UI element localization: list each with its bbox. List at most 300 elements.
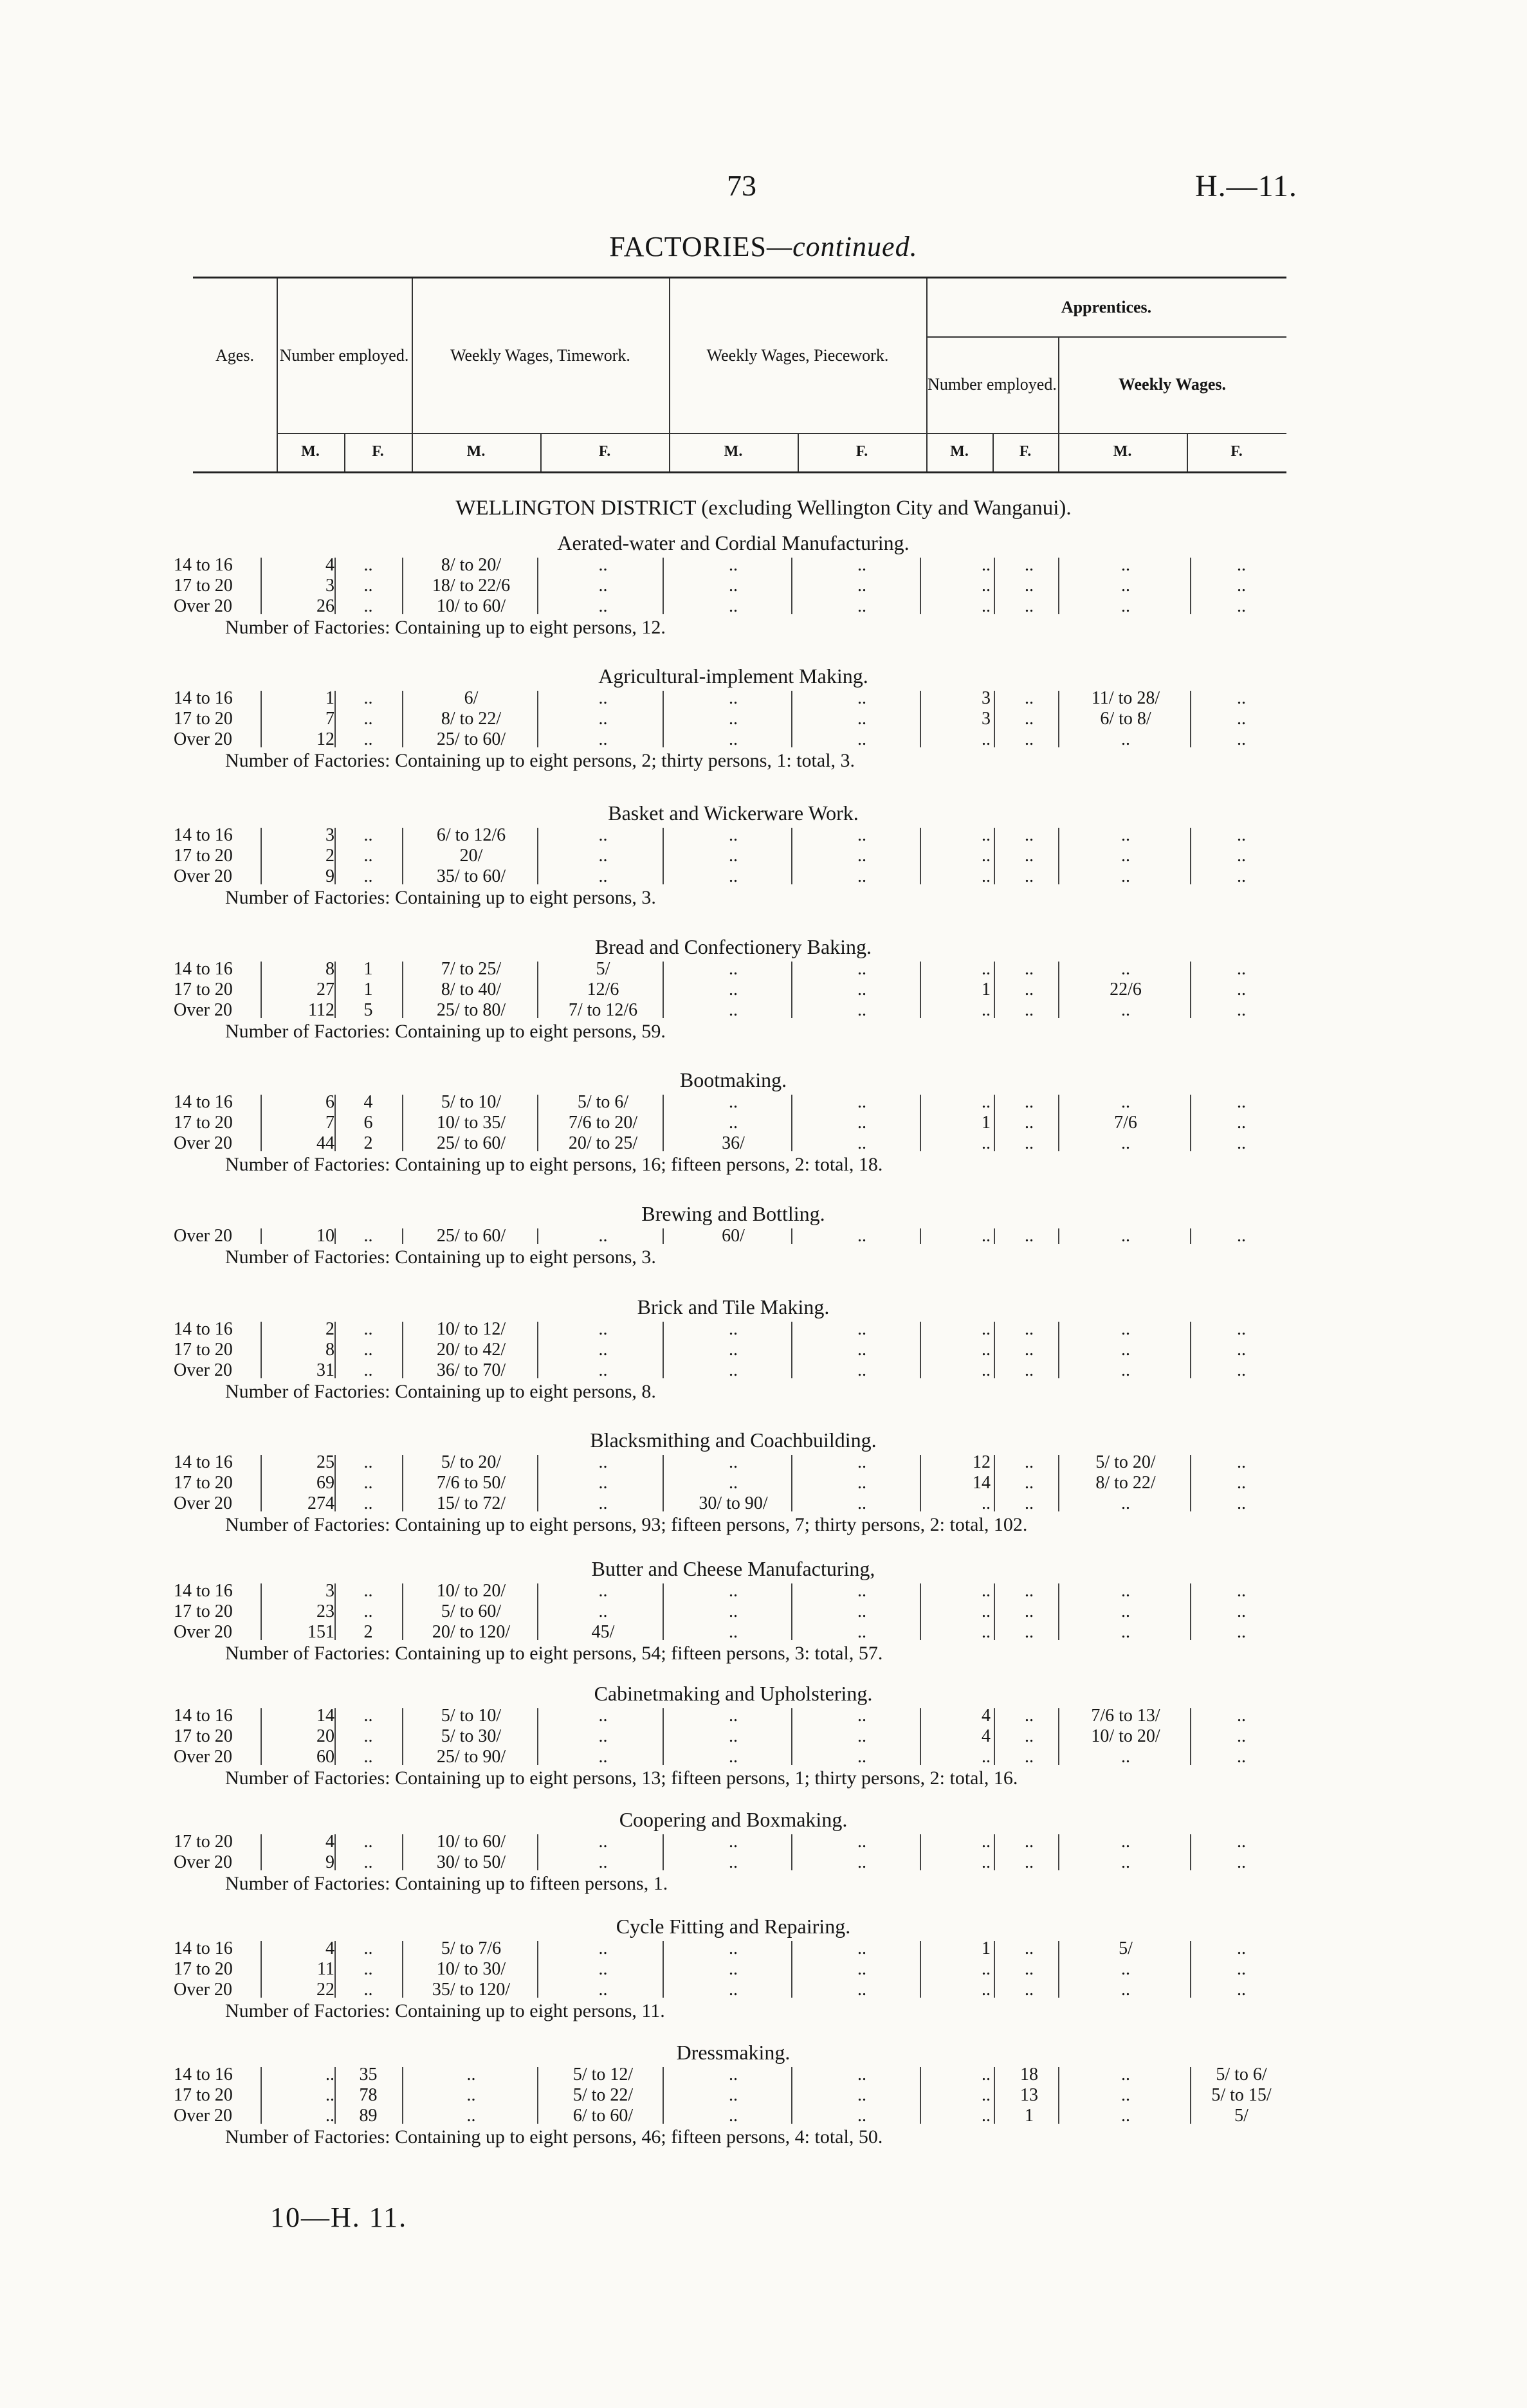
cell-age: Over 20 <box>174 1622 232 1642</box>
cell-age: Over 20 <box>174 729 232 749</box>
cell-app-employed-m: .. <box>982 846 991 866</box>
cell-app-wages-f: .. <box>1237 1622 1246 1642</box>
header-weekly-wages-piecework: Weekly Wages, Piecework. <box>706 346 889 365</box>
cell-timework-f: .. <box>598 1226 608 1246</box>
table-row <box>174 1622 1293 1643</box>
cell-piecework-m: .. <box>729 1473 738 1493</box>
cell-app-wages-m: 10/ to 20/ <box>1091 1726 1160 1746</box>
factories-note: Number of Factories: Containing up to fifteen persons, 1. <box>225 1873 668 1894</box>
cell-app-employed-m: .. <box>982 1360 991 1380</box>
cell-app-employed-m: .. <box>982 1581 991 1601</box>
cell-employed-m: 8 <box>325 959 334 979</box>
cell-app-employed-m: 1 <box>982 1113 991 1133</box>
cell-app-employed-m: 12 <box>973 1452 991 1472</box>
cell-employed-m: 1 <box>325 688 334 708</box>
cell-timework-f: .. <box>598 1319 608 1339</box>
cell-age: 14 to 16 <box>174 959 233 979</box>
cell-timework-f: .. <box>598 1360 608 1380</box>
cell-app-wages-f: .. <box>1237 1000 1246 1020</box>
cell-app-employed-m: .. <box>982 596 991 616</box>
cell-piecework-m: .. <box>729 1706 738 1726</box>
cell-piecework-m: .. <box>729 1360 738 1380</box>
cell-app-employed-f: .. <box>1025 1092 1034 1112</box>
cell-employed-m: 27 <box>316 980 334 999</box>
table-row <box>174 1581 1293 1601</box>
cell-app-wages-m: .. <box>1121 1980 1130 2000</box>
cell-app-wages-m: .. <box>1121 1133 1130 1153</box>
cell-timework-m: 20/ <box>459 846 483 866</box>
cell-app-employed-m: .. <box>982 866 991 886</box>
cell-app-wages-m: .. <box>1121 1747 1130 1767</box>
cell-employed-f: 2 <box>363 1622 373 1642</box>
header-weekly-wages-timework: Weekly Wages, Timework. <box>450 346 630 365</box>
cell-timework-f: 6/ to 60/ <box>572 2106 634 2126</box>
cell-timework-f: .. <box>598 709 608 729</box>
cell-timework-m: 5/ to 7/6 <box>441 1938 502 1958</box>
table-row <box>174 1360 1293 1381</box>
cell-app-wages-m: 7/6 to 13/ <box>1091 1706 1160 1726</box>
cell-timework-m: 25/ to 60/ <box>436 1133 506 1153</box>
industry-section <box>174 1681 1293 1789</box>
column-rule <box>1190 1228 1191 1244</box>
table-row <box>174 1959 1293 1980</box>
cell-app-employed-f: .. <box>1025 1360 1034 1380</box>
cell-piecework-m: .. <box>729 1452 738 1472</box>
cell-app-wages-m: 6/ to 8/ <box>1100 709 1151 729</box>
industry-section <box>174 801 1293 909</box>
cell-app-employed-m: .. <box>982 1601 991 1621</box>
cell-employed-f: .. <box>363 1493 373 1513</box>
cell-age: Over 20 <box>174 1000 232 1020</box>
cell-piecework-m: .. <box>729 2085 738 2105</box>
cell-app-wages-f: .. <box>1237 555 1246 575</box>
cell-app-employed-f: .. <box>1025 1747 1034 1767</box>
cell-age: Over 20 <box>174 1852 232 1872</box>
cell-piecework-m: .. <box>729 1938 738 1958</box>
cell-app-employed-m: 3 <box>982 709 991 729</box>
cell-app-wages-f: .. <box>1237 1473 1246 1493</box>
cell-employed-m: 11 <box>317 1959 334 1979</box>
column-rule <box>663 1228 664 1244</box>
cell-timework-f: .. <box>598 1706 608 1726</box>
cell-timework-f: .. <box>598 866 608 886</box>
cell-app-employed-m: .. <box>982 1000 991 1020</box>
cell-app-employed-m: .. <box>982 1852 991 1872</box>
cell-app-employed-f: .. <box>1025 1581 1034 1601</box>
cell-timework-f: 12/6 <box>587 980 619 999</box>
table-row <box>174 709 1293 729</box>
table-row <box>174 1493 1293 1514</box>
cell-app-employed-f: 13 <box>1020 2085 1038 2105</box>
cell-timework-m: 8/ to 22/ <box>441 709 502 729</box>
header-m: M. <box>724 443 743 461</box>
cell-timework-m: 10/ to 35/ <box>436 1113 506 1133</box>
cell-timework-f: .. <box>598 1852 608 1872</box>
cell-piecework-m: 36/ <box>722 1133 745 1153</box>
cell-piecework-m: .. <box>729 576 738 596</box>
cell-employed-m: 4 <box>325 1832 334 1852</box>
cell-employed-f: .. <box>363 1938 373 1958</box>
cell-timework-f: 20/ to 25/ <box>568 1133 638 1153</box>
section-title: Bootmaking. <box>679 1068 787 1091</box>
cell-app-employed-f: .. <box>1025 729 1034 749</box>
table-row <box>174 1133 1293 1154</box>
table-row <box>174 1706 1293 1726</box>
header-f: F. <box>1230 443 1243 461</box>
table-row <box>174 1226 1293 1246</box>
section-title: Brewing and Bottling. <box>641 1202 825 1225</box>
cell-app-employed-f: .. <box>1025 866 1034 886</box>
cell-app-employed-f: .. <box>1025 555 1034 575</box>
cell-timework-f: .. <box>598 1340 608 1360</box>
cell-piecework-m: .. <box>729 2106 738 2126</box>
cell-app-wages-f: .. <box>1237 1601 1246 1621</box>
cell-piecework-f: .. <box>857 1113 866 1133</box>
cell-timework-m: 6/ to 12/6 <box>436 825 506 845</box>
cell-piecework-f: .. <box>857 1360 866 1380</box>
factories-note: Number of Factories: Containing up to eight persons, 54; fifteen persons, 3: total, 57. <box>225 1643 883 1664</box>
cell-employed-f: .. <box>363 1601 373 1621</box>
cell-timework-f: .. <box>598 846 608 866</box>
cell-age: 17 to 20 <box>174 846 233 866</box>
header-m: M. <box>950 443 969 461</box>
cell-age: Over 20 <box>174 1133 232 1153</box>
cell-age: Over 20 <box>174 1493 232 1513</box>
cell-employed-f: .. <box>363 1581 373 1601</box>
cell-piecework-m: .. <box>729 1852 738 1872</box>
cell-piecework-m: .. <box>729 1113 738 1133</box>
cell-timework-f: 5/ to 12/ <box>572 2065 634 2084</box>
cell-app-wages-f: .. <box>1237 1747 1246 1767</box>
cell-app-wages-m: .. <box>1121 555 1130 575</box>
cell-timework-m: 5/ to 10/ <box>441 1092 502 1112</box>
cell-app-wages-f: .. <box>1237 1319 1246 1339</box>
cell-employed-m: 25 <box>316 1452 334 1472</box>
cell-app-wages-f: .. <box>1237 688 1246 708</box>
cell-piecework-m: .. <box>729 1319 738 1339</box>
table-row <box>174 980 1293 1000</box>
industry-section <box>174 1807 1293 1895</box>
cell-app-wages-m: 11/ to 28/ <box>1091 688 1160 708</box>
cell-timework-m: 25/ to 60/ <box>436 1226 506 1246</box>
cell-employed-f: .. <box>363 1852 373 1872</box>
cell-timework-m: 10/ to 20/ <box>436 1581 506 1601</box>
cell-app-employed-m: .. <box>982 1226 991 1246</box>
cell-timework-f: .. <box>598 1959 608 1979</box>
cell-app-wages-m: .. <box>1121 729 1130 749</box>
cell-timework-m: .. <box>466 2065 476 2084</box>
factories-note: Number of Factories: Containing up to eight persons, 2; thirty persons, 1: total, 3. <box>225 750 855 771</box>
cell-piecework-f: .. <box>857 555 866 575</box>
cell-timework-m: 25/ to 80/ <box>436 1000 506 1020</box>
cell-employed-f: .. <box>363 1340 373 1360</box>
factories-note: Number of Factories: Containing up to eight persons, 13; fifteen persons, 1; thirty persons, 2: total, 16. <box>225 1767 1018 1789</box>
cell-app-wages-m: .. <box>1121 1493 1130 1513</box>
header-apprentices: Apprentices. <box>1061 298 1152 317</box>
cell-age: 14 to 16 <box>174 825 233 845</box>
cell-employed-m: 31 <box>316 1360 334 1380</box>
table-row <box>174 1473 1293 1493</box>
cell-timework-m: 5/ to 20/ <box>441 1452 502 1472</box>
cell-app-wages-m: .. <box>1121 576 1130 596</box>
cell-app-employed-m: 4 <box>982 1726 991 1746</box>
header-f: F. <box>1019 443 1032 461</box>
cell-piecework-f: .. <box>857 980 866 999</box>
cell-app-wages-f: .. <box>1237 825 1246 845</box>
cell-timework-f: 7/6 to 20/ <box>568 1113 638 1133</box>
cell-employed-f: 89 <box>359 2106 378 2126</box>
column-rule <box>334 1228 336 1244</box>
section-title: Butter and Cheese Manufacturing, <box>591 1557 875 1580</box>
cell-timework-f: 5/ to 6/ <box>577 1092 629 1112</box>
column-rule <box>994 1228 995 1244</box>
cell-app-employed-f: .. <box>1025 1622 1034 1642</box>
cell-app-wages-f: .. <box>1237 980 1246 999</box>
cell-timework-f: .. <box>598 1938 608 1958</box>
table-row <box>174 1319 1293 1340</box>
cell-age: 17 to 20 <box>174 1959 233 1979</box>
cell-app-wages-f: .. <box>1237 729 1246 749</box>
cell-app-wages-m: .. <box>1121 596 1130 616</box>
cell-app-employed-f: .. <box>1025 1706 1034 1726</box>
cell-app-employed-f: .. <box>1025 688 1034 708</box>
cell-app-employed-m: .. <box>982 1340 991 1360</box>
cell-app-wages-m: 7/6 <box>1114 1113 1137 1133</box>
cell-employed-m: 12 <box>316 729 334 749</box>
cell-age: 17 to 20 <box>174 1832 233 1852</box>
table-row <box>174 1980 1293 2000</box>
cell-timework-m: 20/ to 120/ <box>432 1622 511 1642</box>
cell-age: Over 20 <box>174 596 232 616</box>
cell-app-wages-f: .. <box>1237 576 1246 596</box>
header-f: F. <box>372 443 384 461</box>
cell-timework-f: .. <box>598 1473 608 1493</box>
cell-age: 14 to 16 <box>174 2065 233 2084</box>
cell-age: 14 to 16 <box>174 1319 233 1339</box>
cell-employed-m: 44 <box>316 1133 334 1153</box>
cell-app-employed-m: 4 <box>982 1706 991 1726</box>
cell-employed-m: 4 <box>325 555 334 575</box>
industry-section <box>174 1295 1293 1403</box>
cell-employed-m: 14 <box>316 1706 334 1726</box>
cell-timework-f: .. <box>598 576 608 596</box>
cell-employed-f: 1 <box>363 959 373 979</box>
cell-age: Over 20 <box>174 1980 232 2000</box>
cell-age: 14 to 16 <box>174 1092 233 1112</box>
header-m: M. <box>1113 443 1132 461</box>
cell-app-employed-m: 14 <box>973 1473 991 1493</box>
table-row <box>174 866 1293 887</box>
cell-employed-m: .. <box>325 2085 334 2105</box>
cell-age: Over 20 <box>174 1747 232 1767</box>
cell-app-employed-f: .. <box>1025 1959 1034 1979</box>
cell-employed-m: 3 <box>325 825 334 845</box>
cell-timework-f: .. <box>598 1980 608 2000</box>
cell-piecework-m: .. <box>729 1959 738 1979</box>
table-row <box>174 1452 1293 1473</box>
cell-employed-m: 69 <box>316 1473 334 1493</box>
cell-piecework-m: .. <box>729 555 738 575</box>
cell-app-employed-f: .. <box>1025 596 1034 616</box>
cell-app-wages-f: .. <box>1237 1133 1246 1153</box>
cell-app-wages-m: .. <box>1121 1852 1130 1872</box>
cell-age: 14 to 16 <box>174 1706 233 1726</box>
cell-employed-f: 35 <box>359 2065 378 2084</box>
factories-note: Number of Factories: Containing up to eight persons, 16; fifteen persons, 2: total, 18. <box>225 1154 883 1175</box>
cell-app-wages-f: .. <box>1237 959 1246 979</box>
cell-employed-m: 10 <box>316 1226 334 1246</box>
cell-employed-f: 4 <box>363 1092 373 1112</box>
cell-timework-m: .. <box>466 2085 476 2105</box>
cell-piecework-m: .. <box>729 980 738 999</box>
cell-timework-f: .. <box>598 729 608 749</box>
cell-employed-f: .. <box>363 709 373 729</box>
cell-app-employed-f: .. <box>1025 1980 1034 2000</box>
cell-employed-m: 60 <box>316 1747 334 1767</box>
cell-age: 14 to 16 <box>174 555 233 575</box>
cell-app-employed-m: .. <box>982 2085 991 2105</box>
cell-age: 17 to 20 <box>174 576 233 596</box>
cell-app-wages-m: .. <box>1121 2106 1130 2126</box>
cell-app-wages-f: 5/ to 6/ <box>1216 2065 1267 2084</box>
cell-employed-f: 2 <box>363 1133 373 1153</box>
cell-piecework-f: .. <box>857 825 866 845</box>
section-title: Blacksmithing and Coachbuilding. <box>590 1428 877 1452</box>
cell-piecework-f: .. <box>857 1092 866 1112</box>
cell-timework-f: .. <box>598 825 608 845</box>
cell-timework-f: .. <box>598 1493 608 1513</box>
table-row <box>174 576 1293 596</box>
table-row <box>174 825 1293 846</box>
industry-section <box>174 1428 1293 1536</box>
cell-app-wages-m: 22/6 <box>1110 980 1142 999</box>
cell-piecework-f: .. <box>857 709 866 729</box>
factories-note: Number of Factories: Containing up to eight persons, 11. <box>225 2000 665 2021</box>
industry-section <box>174 1201 1293 1268</box>
cell-piecework-f: .. <box>857 1601 866 1621</box>
cell-timework-m: 35/ to 120/ <box>432 1980 511 2000</box>
cell-app-wages-m: .. <box>1121 1000 1130 1020</box>
cell-app-wages-f: .. <box>1237 1706 1246 1726</box>
cell-employed-f: .. <box>363 1360 373 1380</box>
cell-piecework-m: .. <box>729 1747 738 1767</box>
factories-note: Number of Factories: Containing up to eight persons, 12. <box>225 617 666 638</box>
cell-piecework-f: .. <box>857 1747 866 1767</box>
cell-piecework-m: .. <box>729 1622 738 1642</box>
cell-piecework-m: .. <box>729 825 738 845</box>
cell-piecework-m: .. <box>729 1601 738 1621</box>
cell-app-employed-m: .. <box>982 1832 991 1852</box>
cell-employed-m: 3 <box>325 1581 334 1601</box>
table-row <box>174 596 1293 617</box>
cell-timework-f: .. <box>598 1832 608 1852</box>
cell-timework-m: 7/ to 25/ <box>441 959 502 979</box>
cell-app-wages-f: .. <box>1237 1493 1246 1513</box>
cell-employed-f: .. <box>363 866 373 886</box>
cell-age: 14 to 16 <box>174 688 233 708</box>
cell-timework-m: 8/ to 20/ <box>441 555 502 575</box>
cell-app-employed-m: .. <box>982 1747 991 1767</box>
cell-timework-f: 5/ <box>596 959 610 979</box>
section-title: Dressmaking. <box>676 2041 791 2064</box>
cell-piecework-m: .. <box>729 1581 738 1601</box>
cell-app-employed-f: .. <box>1025 1938 1034 1958</box>
cell-employed-f: .. <box>363 729 373 749</box>
cell-app-wages-f: .. <box>1237 1581 1246 1601</box>
cell-app-wages-m: .. <box>1121 1226 1130 1246</box>
district-heading: WELLINGTON DISTRICT (excluding Wellington City and Wanganui). <box>455 497 1072 520</box>
cell-piecework-m: .. <box>729 846 738 866</box>
section-title: Basket and Wickerware Work. <box>608 801 859 825</box>
column-rule <box>261 1228 262 1244</box>
cell-employed-m: 9 <box>325 1852 334 1872</box>
cell-app-wages-f: .. <box>1237 709 1246 729</box>
cell-app-employed-m: .. <box>982 1959 991 1979</box>
cell-piecework-m: .. <box>729 709 738 729</box>
table-row <box>174 959 1293 980</box>
cell-piecework-f: .. <box>857 2065 866 2084</box>
cell-piecework-m: .. <box>729 596 738 616</box>
cell-timework-f: .. <box>598 1601 608 1621</box>
section-title: Coopering and Boxmaking. <box>619 1808 848 1831</box>
cell-app-employed-f: .. <box>1025 1726 1034 1746</box>
cell-piecework-f: .. <box>857 1938 866 1958</box>
cell-piecework-f: .. <box>857 1493 866 1513</box>
cell-app-employed-f: .. <box>1025 959 1034 979</box>
cell-app-employed-m: 3 <box>982 688 991 708</box>
column-rule <box>920 1228 921 1244</box>
cell-app-employed-f: .. <box>1025 1601 1034 1621</box>
cell-piecework-f: .. <box>857 1832 866 1852</box>
cell-piecework-m: .. <box>729 729 738 749</box>
header-app-weekly-wages: Weekly Wages. <box>1118 375 1227 394</box>
cell-age: 17 to 20 <box>174 1726 233 1746</box>
page-footer: 10—H. 11. <box>270 2202 408 2233</box>
cell-app-employed-m: .. <box>982 2106 991 2126</box>
factories-note: Number of Factories: Containing up to eight persons, 59. <box>225 1021 666 1042</box>
cell-app-employed-f: .. <box>1025 1340 1034 1360</box>
cell-age: 17 to 20 <box>174 1601 233 1621</box>
header-f: F. <box>855 443 868 461</box>
table-row <box>174 1113 1293 1133</box>
cell-piecework-f: .. <box>857 576 866 596</box>
cell-timework-m: 36/ to 70/ <box>436 1360 506 1380</box>
header-f: F. <box>598 443 611 461</box>
cell-piecework-m: .. <box>729 866 738 886</box>
cell-employed-m: .. <box>325 2106 334 2126</box>
cell-age: Over 20 <box>174 2106 232 2126</box>
cell-age: 17 to 20 <box>174 1113 233 1133</box>
table-row <box>174 1832 1293 1852</box>
cell-app-employed-f: 1 <box>1025 2106 1034 2126</box>
document-reference: H.—11. <box>1195 169 1297 203</box>
cell-app-employed-m: .. <box>982 1980 991 2000</box>
header-m: M. <box>301 443 320 461</box>
factories-note: Number of Factories: Containing up to eight persons, 46; fifteen persons, 4: total, 50. <box>225 2126 883 2148</box>
cell-employed-m: 2 <box>325 846 334 866</box>
cell-timework-m: 7/6 to 50/ <box>436 1473 506 1493</box>
cell-piecework-f: .. <box>857 1726 866 1746</box>
cell-employed-f: .. <box>363 1832 373 1852</box>
cell-timework-f: .. <box>598 688 608 708</box>
cell-app-wages-f: .. <box>1237 1226 1246 1246</box>
cell-app-wages-m: .. <box>1121 825 1130 845</box>
cell-piecework-f: .. <box>857 1852 866 1872</box>
cell-timework-f: 7/ to 12/6 <box>568 1000 638 1020</box>
industry-section <box>174 1914 1293 2022</box>
cell-app-employed-m: .. <box>982 959 991 979</box>
cell-piecework-m: .. <box>729 1832 738 1852</box>
